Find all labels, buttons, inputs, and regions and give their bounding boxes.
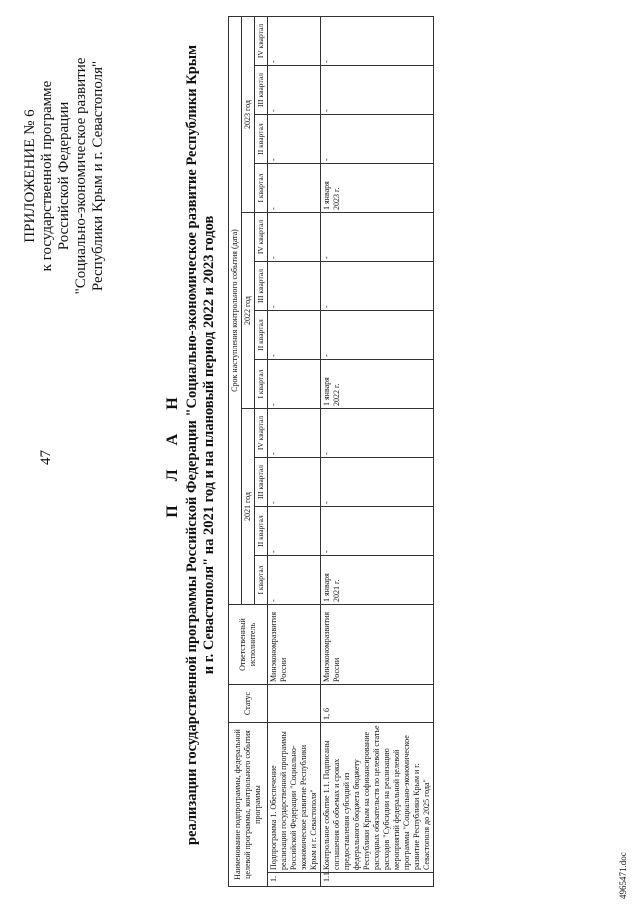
header-quarter: IV квартал bbox=[255, 16, 268, 65]
row-quarter-cell: - bbox=[321, 16, 434, 65]
header-year: 2023 год bbox=[242, 16, 255, 212]
header-quarter: I квартал bbox=[255, 360, 268, 409]
row-quarter-cell: - bbox=[321, 507, 434, 556]
row-number: 1.1. bbox=[321, 873, 434, 887]
row-quarter-cell: - bbox=[268, 164, 321, 213]
row-quarter-cell: - bbox=[321, 409, 434, 458]
row-executor: Минэкономразвития России bbox=[268, 605, 321, 685]
row-quarter-cell: - bbox=[268, 458, 321, 507]
row-quarter-cell: - bbox=[321, 262, 434, 311]
appendix-line: ПРИЛОЖЕНИЕ № 6 bbox=[22, 109, 38, 243]
row-quarter-cell: - bbox=[268, 16, 321, 65]
row-quarter-cell: - bbox=[268, 213, 321, 262]
header-quarter: IV квартал bbox=[255, 213, 268, 262]
row-quarter-cell: - bbox=[268, 115, 321, 164]
header-year: 2022 год bbox=[242, 213, 255, 409]
row-status bbox=[268, 685, 321, 723]
row-status: 1, 6 bbox=[321, 685, 434, 723]
row-quarter-cell: - bbox=[268, 507, 321, 556]
appendix-line: "Социально-экономическое развитие bbox=[73, 57, 89, 295]
header-name: Наименование подпрограммы, федеральной целевой программы, контрольного события программы bbox=[229, 723, 268, 887]
row-quarter-cell: - bbox=[321, 311, 434, 360]
row-quarter-cell: 1 января 2021 г. bbox=[321, 556, 434, 605]
header-deadline: Срок наступления контрольного события (дата) bbox=[229, 16, 242, 604]
row-number: 1. bbox=[268, 873, 321, 887]
header-quarter: I квартал bbox=[255, 164, 268, 213]
plan-table bbox=[228, 16, 434, 887]
header-status: Статус bbox=[229, 685, 268, 723]
row-quarter-cell: - bbox=[268, 556, 321, 605]
table-row bbox=[268, 16, 321, 886]
row-quarter-cell: - bbox=[268, 311, 321, 360]
plan-subtitle: реализации государственной программы Российской Федерации "Социально-экономическое развитие Республики Крым и г. Севастополя" на 2021 год и на плановый период 2022 и 2023 годов bbox=[184, 44, 217, 845]
row-executor: Минэкономразвития России bbox=[321, 605, 434, 685]
header-quarter: I квартал bbox=[255, 556, 268, 605]
row-quarter-cell: - bbox=[321, 458, 434, 507]
row-quarter-cell: - bbox=[268, 409, 321, 458]
row-quarter-cell: - bbox=[321, 66, 434, 115]
table-row bbox=[321, 16, 434, 886]
header-year: 2021 год bbox=[242, 409, 255, 605]
appendix-line: Российской Федерации bbox=[56, 101, 72, 251]
header-executor: Ответственный исполнитель bbox=[229, 605, 268, 685]
row-quarter-cell: - bbox=[268, 262, 321, 311]
row-quarter-cell: 1 января 2023 г. bbox=[321, 164, 434, 213]
header-quarter: III квартал bbox=[255, 458, 268, 507]
appendix-line: Республики Крым и г. Севастополя" bbox=[90, 60, 106, 292]
row-quarter-cell: - bbox=[268, 360, 321, 409]
header-quarter: II квартал bbox=[255, 311, 268, 360]
header-quarter: III квартал bbox=[255, 262, 268, 311]
row-quarter-cell: - bbox=[321, 213, 434, 262]
document-code: 4965471.doc bbox=[618, 852, 628, 899]
header-quarter: III квартал bbox=[255, 66, 268, 115]
plan-title: П Л А Н bbox=[164, 387, 181, 518]
row-quarter-cell: - bbox=[321, 115, 434, 164]
appendix-block bbox=[22, 26, 107, 326]
row-name: Контрольное событие 1.1. Подписаны соглашения об объемах и сроках предоставления субсидий из федерального бюджета бюджету Республики Крым на софинансирование расходных обязательств по целевой статье расходов "Субсидии на реализацию мероприятий федеральной целевой программы "Социально-экономическое развитие Республики Крым и г. Севастополя до 2025 года" bbox=[321, 723, 434, 873]
appendix-line: к государственной программе bbox=[39, 80, 55, 272]
row-quarter-cell: 1 января 2022 г. bbox=[321, 360, 434, 409]
page-number: 47 bbox=[38, 450, 54, 465]
header-quarter: II квартал bbox=[255, 115, 268, 164]
header-quarter: II квартал bbox=[255, 507, 268, 556]
row-name: Подпрограмма 1. Обеспечение реализации государственной программы Российской Федерации "Социально-экономическое развитие Республики Крым и г. Севастополя" bbox=[268, 723, 321, 873]
header-quarter: IV квартал bbox=[255, 409, 268, 458]
row-quarter-cell: - bbox=[268, 66, 321, 115]
